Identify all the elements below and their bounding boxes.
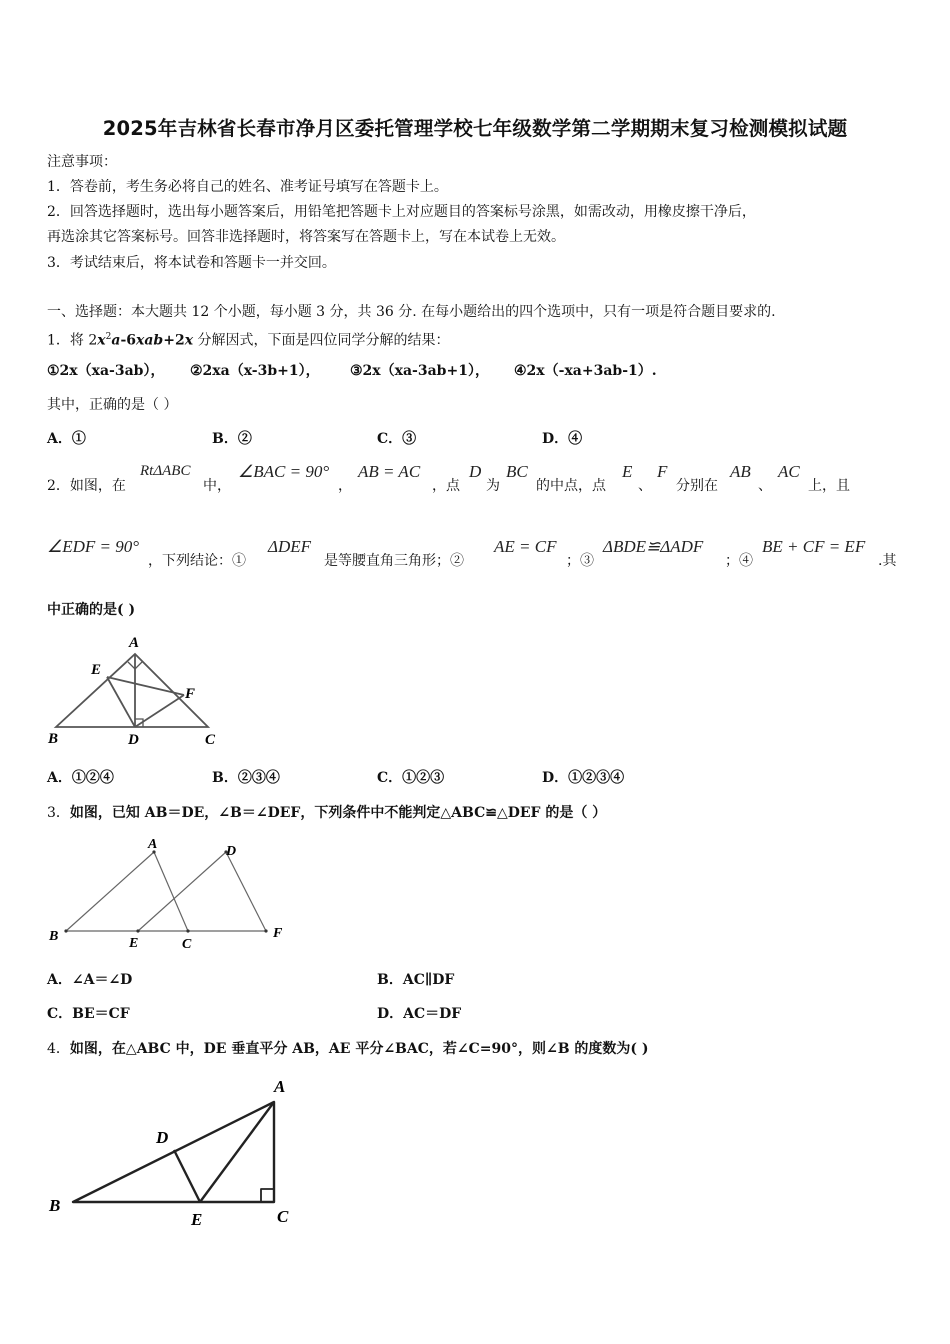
q4-label-d: D [156,1128,169,1147]
q2-math-angle-bac: ∠BAC = 90° [238,462,330,481]
section-header: 一、选择题：本大题共 12 个小题，每小题 3 分，共 36 分. 在每小题给出的四个选项中，只有一项是符合题目要求的. [47,304,776,320]
q3-label-f: F [273,926,283,941]
q3-stem [47,804,606,822]
q3-segment-ba [66,852,154,931]
q2-label-b: B [48,731,59,747]
q4-label-e: E [191,1210,203,1229]
q2-w3: ， [338,478,352,494]
q2-math-ac: AC [778,462,800,481]
q1-option-b[interactable]: B．② [212,431,252,447]
q2-label-d: D [128,732,139,748]
q4-text: 如图，在△ABC 中，DE 垂直平分 AB，AE 平分∠BAC，若∠C=90°，则∠B 的度数为( ) [69,1041,649,1057]
notice-item-2: 2．回答选择题时，选出每小题答案后，用铅笔把答题卡上对应题目的答案标号涂黑，如需改动，用橡皮擦干净后， [47,204,756,220]
q3-figure [40,832,300,957]
q3-option-d[interactable]: D．AC＝DF [377,1006,462,1022]
q2-math-rt-abc: RtΔABC [140,463,191,479]
q2-math-bc: BC [506,462,528,481]
q3-label-d: D [226,844,237,859]
q3-label-c: C [182,937,192,952]
q1-var-a: a [111,332,121,349]
q1-mid: -6 [120,332,137,349]
q2-math-f: F [657,462,668,481]
q2-w4: ，点 [432,478,460,494]
q2-math-be-cf-ef: BE + CF = EF [762,537,866,556]
q3-segment-ed [138,852,226,931]
q2-option-b[interactable]: B．②③④ [212,770,280,786]
q2-label-e: E [91,662,102,678]
q2-label-f: F [185,686,196,702]
notice-heading: 注意事项： [47,154,117,170]
q2-math-ae-cf: AE = CF [494,537,557,556]
q3-label-a: A [148,837,158,852]
q1-var-x2: x [184,332,194,349]
q1-pre: 将 2 [69,332,98,349]
q4-label-b: B [49,1196,61,1215]
q1-option-d[interactable]: D．④ [542,431,583,447]
q1-result-4: ④2x（-xa+3ab-1）. [514,363,657,379]
q3-option-a[interactable]: A．∠A＝∠D [47,972,133,988]
q3-label-e: E [129,936,139,951]
page-title: 2025年吉林省长春市净月区委托管理学校七年级数学第二学期期末复习检测模拟试题 [102,117,848,140]
q1-plus: +2 [163,332,185,349]
q4-segment-de [174,1150,200,1202]
q3-option-b[interactable]: B．AC∥DF [377,972,455,988]
q4-right-angle-c [261,1189,274,1202]
q2-option-d[interactable]: D．①②③④ [542,770,625,786]
q2-label-c: C [205,732,216,748]
q1-result-1: ①2x（xa-3ab）， [47,363,165,379]
q2-segment-ef [107,677,184,695]
q3-text: 如图，已知 AB＝DE，∠B＝∠DEF，下列条件中不能判定△ABC≌△DEF 的是（ ） [69,805,607,821]
q3-option-c[interactable]: C．BE＝CF [47,1006,130,1022]
q2-w13: ；③ [566,553,594,569]
q4-label-c: C [277,1207,289,1226]
notice-item-3: 3．考试结束后，将本试卷和答题卡一并交回。 [47,255,336,271]
q2-w11: ，下列结论：① [148,553,246,569]
q2-w1: 如图，在 [69,478,126,494]
q1-number: 1． [47,332,70,349]
q2-math-ab-ac: AB = AC [358,462,421,481]
q1-post: 分解因式，下面是四位同学分解的结果： [193,332,450,349]
q4-segment-ea [200,1102,274,1202]
q4-stem [47,1040,649,1058]
q1-question: 其中，正确的是（ ） [47,397,178,413]
q4-triangle-abc [73,1102,274,1202]
q2-segment-ed [107,677,135,727]
q2-figure [40,630,230,750]
q4-number: 4． [47,1041,70,1057]
q2-w10: 上，且 [808,478,850,494]
q2-math-e: E [622,462,633,481]
q1-option-c[interactable]: C．③ [377,431,417,447]
q4-figure [40,1070,310,1230]
q2-number [47,477,126,495]
q2-w8: 分别在 [676,478,718,494]
q2-w5: 为 [486,478,500,494]
q2-math-congruent: ΔBDE≌ΔADF [603,537,704,556]
q2-w9: 、 [758,478,772,494]
q3-number: 3． [47,805,70,821]
notice-item-1: 1．答卷前，考生务必将自己的姓名、准考证号填写在答题卡上。 [47,179,448,195]
q1-result-3: ③2x（xa-3ab+1）， [350,363,489,379]
q2-w7: 、 [638,478,652,494]
q1-stem [47,328,450,350]
q2-w14: ；④ [725,553,753,569]
q2-w12: 是等腰直角三角形；② [324,553,464,569]
q2-option-c[interactable]: C．①②③ [377,770,445,786]
q1-sup: 2 [105,332,112,342]
q2-math-d: D [469,462,482,481]
q2-num: 2． [47,478,70,494]
q3-segment-ac [154,852,188,931]
q3-segment-df [226,852,266,931]
q2-label-a: A [129,635,140,651]
q2-option-a[interactable]: A．①②④ [47,770,114,786]
q2-w15: .其 [878,553,897,569]
q2-math-def: ΔDEF [268,537,312,556]
q3-label-b: B [49,929,59,944]
q2-math-angle-edf: ∠EDF = 90° [47,537,140,556]
q1-var-xab: xab [136,332,164,349]
q1-var-x: x [97,332,106,349]
q2-question: 中正确的是( ) [47,602,136,618]
q4-label-a: A [274,1077,286,1096]
q2-w6: 的中点，点 [536,478,606,494]
q2-math-ab: AB [730,462,751,481]
q2-w2: 中， [203,478,231,494]
notice-item-2-cont: 再选涂其它答案标号。回答非选择题时，将答案写在答题卡上，写在本试卷上无效。 [47,229,565,245]
q1-result-2: ②2xa（x-3b+1）， [190,363,320,379]
q1-option-a[interactable]: A．① [47,431,86,447]
